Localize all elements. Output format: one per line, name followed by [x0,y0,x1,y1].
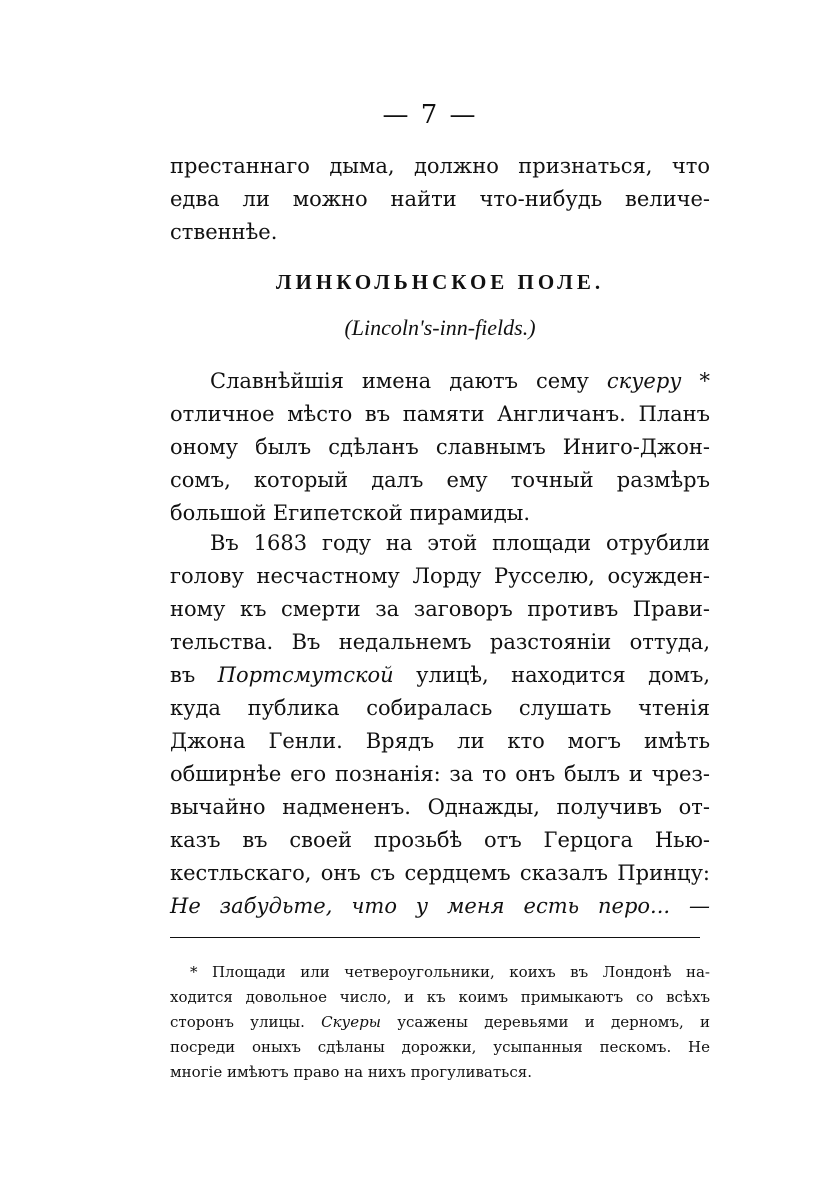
text-line: отличное мѣсто въ памяти Англичанъ. Планъ [170,402,710,426]
text-run: въ [170,663,218,687]
text-line [170,659,710,692]
text-line: кестльскаго, онъ съ сердцемъ сказалъ Принцу: [170,861,710,885]
text-line: сомъ, который далъ ему точный размѣръ [170,468,710,492]
section-subtitle: (Lincoln's-inn-fields.) [344,315,536,340]
footnote [170,960,710,1085]
text-line: ному къ смерти за заговоръ противъ Прави- [170,597,710,621]
text-line: оному былъ сдѣланъ славнымъ Иниго-Джон- [170,435,710,459]
text-line: едва ли можно найти что-нибудь величе- [170,187,710,211]
footnote-line: * Площади или четвероугольники, коихъ въ Лондонѣ на- [190,963,710,981]
italic-term: Скуеры [321,1013,381,1031]
footnote-marker: * [681,369,710,393]
footnote-line: многіе имѣютъ право на нихъ прогуливаться. [170,1063,532,1081]
text-line: Въ 1683 году на этой площади отрубили [210,531,710,555]
text-line: тельства. Въ недальнемъ разстояніи оттуда, [170,630,710,654]
section-title: ЛИНКОЛЬНСКОЕ ПОЛЕ. [275,270,605,294]
text-line [170,365,710,398]
footnote-line [170,1010,710,1035]
continued-paragraph [170,150,710,249]
italic-term: скуеру [606,369,682,393]
footnote-divider [170,937,700,938]
text-line: ственнѣе. [170,220,278,244]
text-run: улицѣ, находится домъ, [393,663,711,687]
text-run: усажены деревьями и дерномъ, и [380,1013,711,1031]
text-line: голову несчастному Лорду Русселю, осужден- [170,564,710,588]
text-line: обширнѣе его познанія: за то онъ былъ и чрез- [170,762,710,786]
quote-line: Не забудьте, что у меня есть перо... — [170,894,710,918]
text-line: вычайно надмененъ. Однажды, получивъ от- [170,795,710,819]
text-line: престаннаго дыма, должно признаться, что [170,154,710,178]
text-run: Славнѣйшія имена даютъ сему [210,369,607,393]
footnote-line: посреди оныхъ сдѣланы дорожки, усыпанныя пескомъ. Не [170,1038,710,1056]
footnote-line: ходится довольное число, и къ коимъ примыкаютъ со всѣхъ [170,988,710,1006]
text-line: казъ въ своей прозьбѣ отъ Герцога Нью- [170,828,710,852]
text-line: куда публика собиралась слушать чтенія [170,696,710,720]
text-line: Джона Генли. Врядъ ли кто могъ имѣть [170,729,710,753]
paragraph-1 [170,365,710,530]
text-line: большой Египетской пирамиды. [170,501,531,525]
page-number: — 7 — [382,100,478,130]
text-run: сторонъ улицы. [170,1013,322,1031]
italic-term: Портсмутской [217,663,394,687]
paragraph-2 [170,527,710,923]
